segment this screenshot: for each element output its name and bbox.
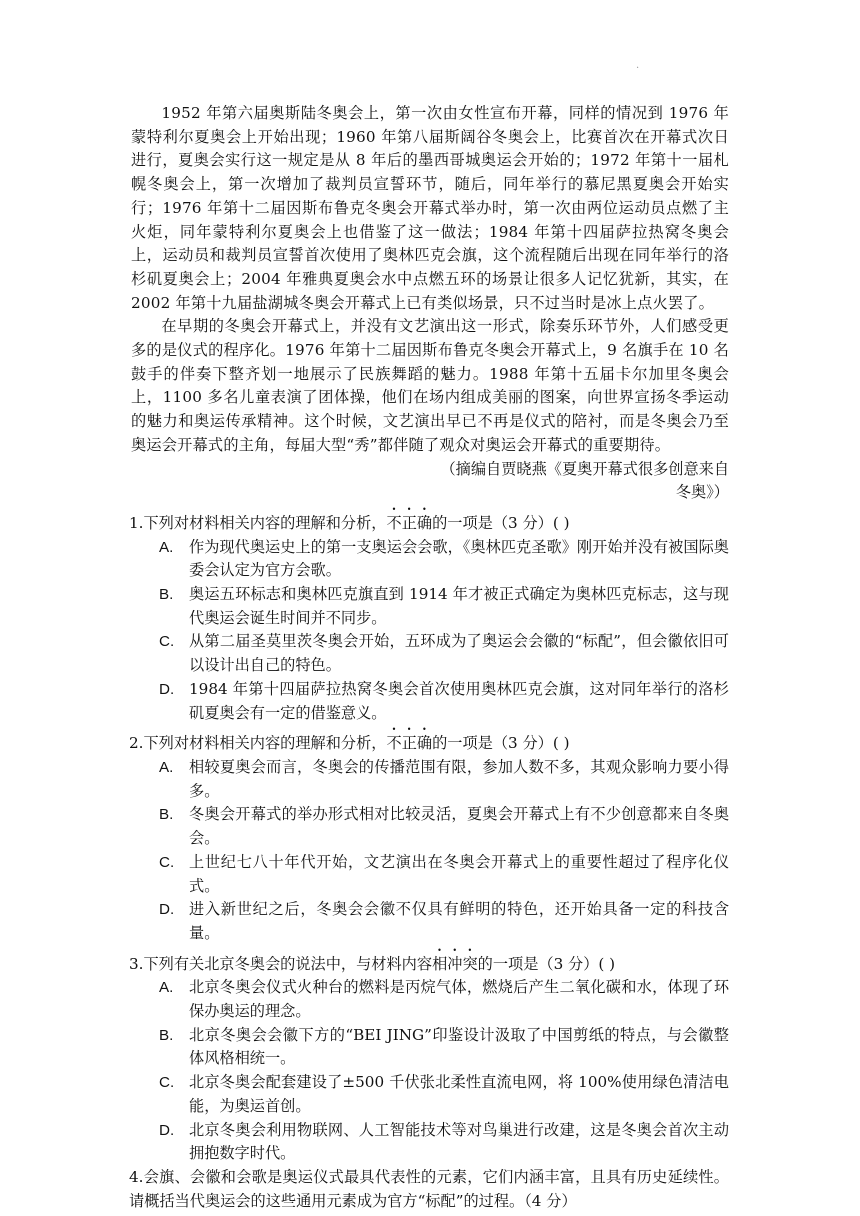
question-1-emphasis: 不正确 bbox=[386, 513, 433, 532]
question-2 bbox=[131, 725, 729, 945]
question-1 bbox=[131, 505, 729, 725]
question-2-option-d bbox=[131, 898, 729, 945]
option-letter: D. bbox=[159, 680, 175, 698]
question-3-option-c bbox=[131, 1071, 729, 1118]
question-3 bbox=[131, 946, 729, 1166]
option-text: 1984 年第十四届萨拉热窝冬奥会首次使用奥林匹克会旗，这对同年举行的洛杉矶夏奥会有一定的借鉴意义。 bbox=[189, 679, 729, 722]
option-text: 进入新世纪之后，冬奥会会徽不仅具有鲜明的特色，还开始具备一定的科技含量。 bbox=[189, 900, 729, 942]
passage-paragraph-1: 1952 年第六届奥斯陆冬奥会上，第一次由女性宣布开幕，同样的情况到 1976 年蒙特利尔夏奥会上开始出现；1960 年第八届斯阔谷冬奥会上，比赛首次在开幕式次日进行，夏奥会实行这一规定是从 8 年后的墨西哥城奥运会开始的；1972 年第十一届札幌冬奥会上，第一次增加了裁判员宣誓环节，随后，同年举行的慕尼黑夏奥会开始实行；1976 年第十二届因斯布鲁克冬奥会开幕式举办时，第一次由两位运动员点燃了主火炬，同年蒙特利尔夏奥会上也借鉴了这一做法；1984 年第十四届萨拉热窝冬奥会上，运动员和裁判员宣誓首次使用了奥林匹克会旗，这个流程随后出现在同年举行的洛杉矶夏奥会上；2004 年雅典夏奥会水中点燃五环的场景让很多人记忆犹新，其实，在 2002 年第十九届盐湖城冬奥会开幕式上已有类似场景，只不过当时是冰上点火罢了。 bbox=[131, 104, 729, 312]
option-text: 奥运五环标志和奥林匹克旗直到 1914 年才被正式确定为奥林匹克标志，这与现代奥运会诞生时间并不同步。 bbox=[189, 585, 729, 627]
question-2-prefix: 2.下列对材料相关内容的理解和分析， bbox=[129, 734, 387, 753]
question-3-option-a bbox=[131, 976, 729, 1023]
question-1-option-b bbox=[131, 583, 729, 630]
document-page bbox=[131, 102, 729, 1213]
passage-paragraph-2: 在早期的冬奥会开幕式上，并没有文艺演出这一形式，除奏乐环节外，人们感受更多的是仪式的程序化。1976 年第十二届因斯布鲁克冬奥会开幕式上，9 名旗手在 10 名鼓手的伴奏下整齐划一地展示了民族舞蹈的魅力。1988 年第十五届卡尔加里冬奥会上，1100 多名儿童表演了团体操，他们在场内组成美丽的图案，向世界宣扬冬季运动的魅力和奥运传承精神。这个时候，文艺演出早已不再是仪式的陪衬，而是冬奥会乃至奥运会开幕式的主角，每届大型“秀”都伴随了观众对奥运会开幕式的重要期待。 bbox=[131, 317, 729, 454]
option-letter: C. bbox=[159, 1074, 175, 1092]
source-citation: （摘编自贾晓燕《夏奥开幕式很多创意来自冬奥》） bbox=[440, 459, 729, 502]
option-text: 上世纪七八十年代开始，文艺演出在冬奥会开幕式上的重要性超过了程序化仪式。 bbox=[189, 852, 729, 895]
option-text: 从第二届圣莫里茨冬奥会开始，五环成为了奥运会会徽的“标配”，但会徽依旧可以设计出自己的特色。 bbox=[189, 632, 729, 675]
option-text: 北京冬奥会仪式火种台的燃料是丙烷气体，燃烧后产生二氧化碳和水，体现了环保办奥运的理念。 bbox=[189, 978, 729, 1021]
option-letter: D. bbox=[159, 901, 175, 919]
question-3-option-b bbox=[131, 1024, 729, 1071]
question-2-option-c bbox=[131, 851, 729, 898]
question-3-emphasis: 相冲突 bbox=[432, 954, 478, 973]
option-letter: B. bbox=[159, 586, 174, 604]
option-text: 北京冬奥会利用物联网、人工智能技术等对鸟巢进行改建，这是冬奥会首次主动拥抱数字时代。 bbox=[189, 1120, 729, 1163]
question-1-options bbox=[131, 536, 729, 726]
option-letter: A. bbox=[159, 538, 174, 556]
option-letter: B. bbox=[159, 806, 174, 824]
question-1-prefix: 1.下列对材料相关内容的理解和分析， bbox=[129, 513, 387, 532]
question-2-emphasis: 不正确 bbox=[386, 734, 433, 753]
question-1-option-a bbox=[131, 536, 729, 583]
option-letter: A. bbox=[159, 758, 174, 776]
option-text: 相较夏奥会而言，冬奥会的传播范围有限，参加人数不多，其观众影响力要小得多。 bbox=[189, 757, 729, 800]
question-2-options bbox=[131, 756, 729, 946]
question-3-options bbox=[131, 976, 729, 1166]
question-2-option-b bbox=[131, 803, 729, 850]
question-3-suffix: 的一项是（3 分）( ) bbox=[477, 954, 616, 973]
option-text: 作为现代奥运史上的第一支奥运会会歌，《奥林匹克圣歌》刚开始并没有被国际奥委会认定为官方会歌。 bbox=[189, 537, 729, 580]
question-2-suffix: 的一项是（3 分）( ) bbox=[432, 734, 570, 753]
option-letter: C. bbox=[159, 853, 175, 871]
question-3-option-d bbox=[131, 1119, 729, 1166]
question-3-prefix: 3.下列有关北京冬奥会的说法中，与材料内容 bbox=[129, 954, 433, 973]
question-2-stem bbox=[129, 725, 729, 756]
option-letter: D. bbox=[159, 1121, 175, 1139]
option-text: 冬奥会开幕式的举办形式相对比较灵活，夏奥会开幕式上有不少创意都来自冬奥会。 bbox=[189, 805, 729, 848]
question-1-option-c bbox=[131, 630, 729, 677]
question-1-option-d bbox=[131, 678, 729, 725]
question-4: 4.会旗、会徽和会歌是奥运仪式最具代表性的元素，它们内涵丰富，且具有历史延续性。请概括当代奥运会的这些通用元素成为官方“标配”的过程。（4 分） bbox=[129, 1167, 729, 1210]
option-text: 北京冬奥会配套建设了±500 千伏张北柔性直流电网，将 100%使用绿色清洁电能，为奥运首创。 bbox=[189, 1073, 729, 1115]
option-text: 北京冬奥会会徽下方的“BEI JING”印鉴设计汲取了中国剪纸的特点，与会徽整体风格相统一。 bbox=[189, 1025, 729, 1068]
question-1-suffix: 的一项是（3 分）( ) bbox=[432, 513, 570, 532]
question-1-stem bbox=[129, 505, 729, 536]
question-2-option-a bbox=[131, 756, 729, 803]
option-letter: B. bbox=[159, 1026, 174, 1044]
option-letter: C. bbox=[159, 633, 175, 651]
question-3-stem bbox=[129, 946, 729, 977]
header-dot-mark: . bbox=[636, 60, 640, 71]
option-letter: A. bbox=[159, 979, 174, 997]
